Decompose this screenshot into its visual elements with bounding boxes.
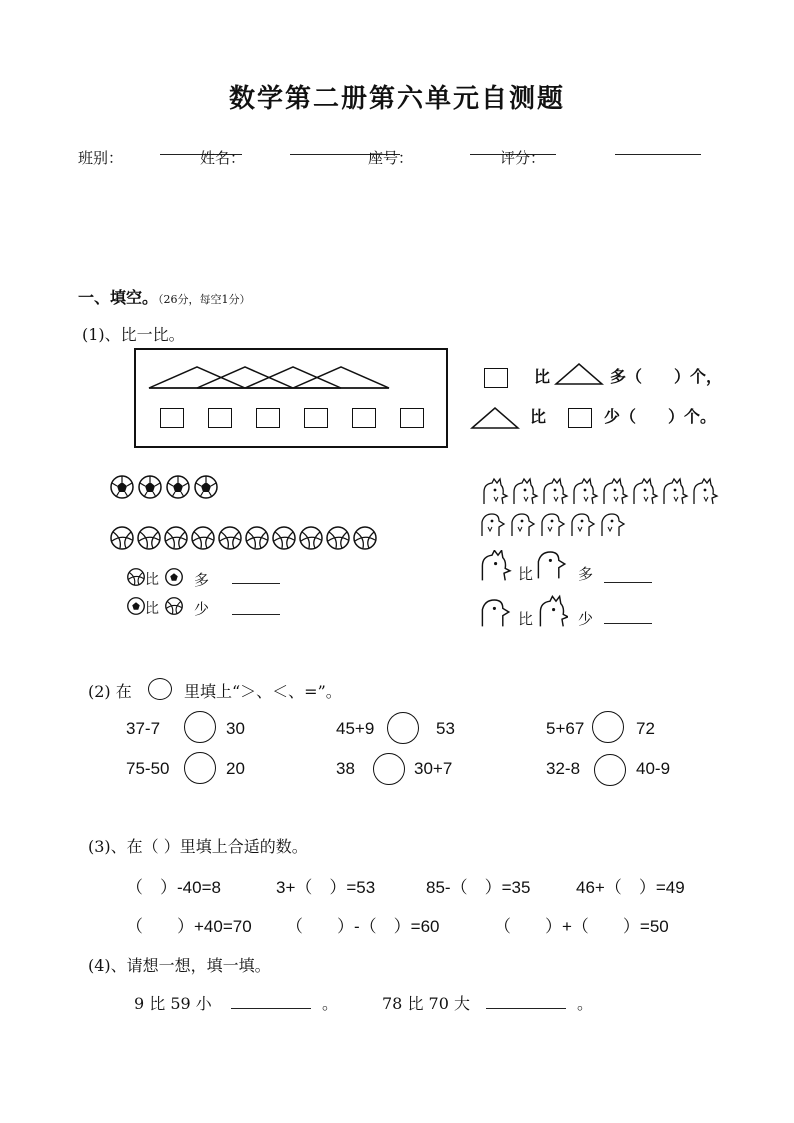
q3-r2-1[interactable]: （ ）+40=70	[126, 917, 252, 936]
q2-item-1-left: 37-7	[126, 719, 161, 738]
chickens-illustration	[476, 476, 736, 546]
q4-b-blank[interactable]	[486, 1008, 566, 1009]
section1-title: 一、填空。	[78, 288, 159, 307]
q2-label-b: 里填上“＞、＜、=”。	[184, 682, 342, 701]
section1-note: （26分，每空1分）	[158, 293, 251, 306]
q2-item-6-right: 40-9	[636, 759, 671, 778]
triangle-shape	[197, 367, 293, 388]
ball-compare2-bi: 比	[145, 601, 159, 617]
name-label: 姓名：	[200, 149, 246, 167]
triangle-shape	[245, 367, 341, 388]
q2-item-4-answer[interactable]	[184, 752, 216, 784]
q2-item-1-right: 30	[226, 719, 245, 738]
q2-item-5-left: 38	[336, 759, 355, 778]
chicken-compare2-blank[interactable]	[604, 623, 652, 624]
compare2-bi: 比	[530, 407, 547, 426]
compare1-bi: 比	[534, 367, 551, 386]
square-shape	[304, 408, 328, 428]
q4-a-blank[interactable]	[231, 1008, 311, 1009]
soccer-ball-icon	[167, 476, 189, 498]
volleyball-icon	[138, 527, 160, 549]
ball-compare2-word: 少	[194, 600, 210, 618]
volleyball-icon	[246, 527, 268, 549]
q3-r1-4[interactable]: 46+（ ）=49	[576, 878, 685, 897]
hen-icon	[542, 514, 564, 536]
q2-label-a: (2) 在	[88, 682, 132, 701]
seat-label: 座号：	[368, 149, 414, 167]
hen-icon	[538, 552, 564, 578]
square-shape	[484, 368, 508, 388]
score-label: 评分：	[500, 149, 546, 167]
q2-item-2-right: 53	[436, 719, 455, 738]
ball-compare1-word: 多	[194, 571, 210, 589]
volleyball-icon	[300, 527, 322, 549]
compare1-tail[interactable]: 多（ ）个，	[610, 367, 723, 386]
circle-symbol	[148, 678, 172, 700]
q4-b-end: 。	[577, 994, 594, 1013]
square-shape	[400, 408, 424, 428]
volleyball-icon	[192, 527, 214, 549]
volleyball-icon	[165, 527, 187, 549]
q3-label: (3)、在（ ）里填上合适的数。	[88, 837, 308, 856]
soccer-ball-icon	[139, 476, 161, 498]
rooster-icon	[634, 479, 657, 504]
q2-item-2-left: 45+9	[336, 719, 375, 738]
page-title: 数学第二册第六单元自测题	[228, 84, 565, 114]
soccer-ball-icon	[128, 598, 145, 615]
q3-r2-3[interactable]: （ ）+（ ）=50	[494, 917, 669, 936]
hen-icon	[602, 514, 624, 536]
q2-item-4-left: 75-50	[126, 759, 170, 778]
square-shape	[160, 408, 184, 428]
q2-item-3-right: 72	[636, 719, 655, 738]
ball-compare2-blank[interactable]	[232, 614, 280, 615]
square-shape	[208, 408, 232, 428]
score-blank[interactable]	[615, 154, 701, 155]
shape-frame	[134, 348, 448, 448]
volleyball-icon	[128, 569, 145, 586]
soccer-ball-icon	[195, 476, 217, 498]
rooster-icon	[664, 479, 687, 504]
hen-icon	[572, 514, 594, 536]
square-shape	[568, 408, 592, 428]
q2-item-1-answer[interactable]	[184, 711, 216, 743]
chicken-compare2-bi: 比	[518, 610, 534, 628]
volleyball-icon	[219, 527, 241, 549]
q3-r1-2[interactable]: 3+（ ）=53	[276, 878, 376, 897]
volleyball-icon	[166, 598, 183, 615]
triangle-shape	[470, 406, 520, 430]
rooster-icon	[544, 479, 567, 504]
triangles-row	[136, 350, 446, 446]
triangle-shape	[554, 362, 604, 386]
chicken-compare1-word: 多	[578, 565, 594, 583]
rooster-icon	[482, 550, 510, 580]
rooster-icon	[514, 479, 537, 504]
chicken-compare2-word: 少	[578, 610, 594, 628]
q2-item-3-left: 5+67	[546, 719, 585, 738]
q2-item-4-right: 20	[226, 759, 245, 778]
square-shape	[352, 408, 376, 428]
rooster-icon	[604, 479, 627, 504]
q3-r2-2[interactable]: （ ）-（ ）=60	[286, 917, 440, 936]
q2-item-6-answer[interactable]	[594, 754, 626, 786]
compare2-tail[interactable]: 少（ ）个。	[604, 407, 717, 426]
square-shape	[256, 408, 280, 428]
hen-icon	[482, 514, 504, 536]
q4-label: (4)、请想一想，填一填。	[88, 956, 271, 975]
q3-r1-3[interactable]: 85-（ ）=35	[426, 878, 531, 897]
rooster-icon	[694, 479, 717, 504]
q3-r1-1[interactable]: （ ）-40=8	[126, 878, 221, 897]
q4-a-end: 。	[322, 994, 339, 1013]
chicken-compare1-bi: 比	[518, 565, 534, 583]
rooster-icon	[540, 596, 568, 626]
soccer-ball-icon	[111, 476, 133, 498]
balls-illustration	[108, 474, 388, 552]
rooster-icon	[574, 479, 597, 504]
q2-item-6-left: 32-8	[546, 759, 581, 778]
volleyball-icon	[327, 527, 349, 549]
volleyball-icon	[111, 527, 133, 549]
volleyball-icon	[273, 527, 295, 549]
section1-heading	[78, 285, 251, 308]
volleyball-icon	[354, 527, 376, 549]
ball-compare1-bi: 比	[145, 572, 159, 588]
q2-item-2-answer[interactable]	[387, 712, 419, 744]
soccer-ball-icon	[166, 569, 183, 586]
chicken-compare1-blank[interactable]	[604, 582, 652, 583]
hen-icon	[512, 514, 534, 536]
hen-icon	[482, 600, 508, 626]
q2-item-3-answer[interactable]	[592, 711, 624, 743]
triangle-shape	[293, 367, 389, 388]
q2-item-5-right: 30+7	[414, 759, 453, 778]
q1-label: (1)、比一比。	[82, 325, 185, 344]
triangle-shape	[149, 367, 245, 388]
class-label: 班别：	[78, 149, 124, 167]
rooster-icon	[484, 479, 507, 504]
q2-item-5-answer[interactable]	[373, 753, 405, 785]
q4-b-text: 78 比 70 大	[382, 994, 470, 1013]
ball-compare1-blank[interactable]	[232, 583, 280, 584]
q4-a-text: 9 比 59 小	[134, 994, 212, 1013]
